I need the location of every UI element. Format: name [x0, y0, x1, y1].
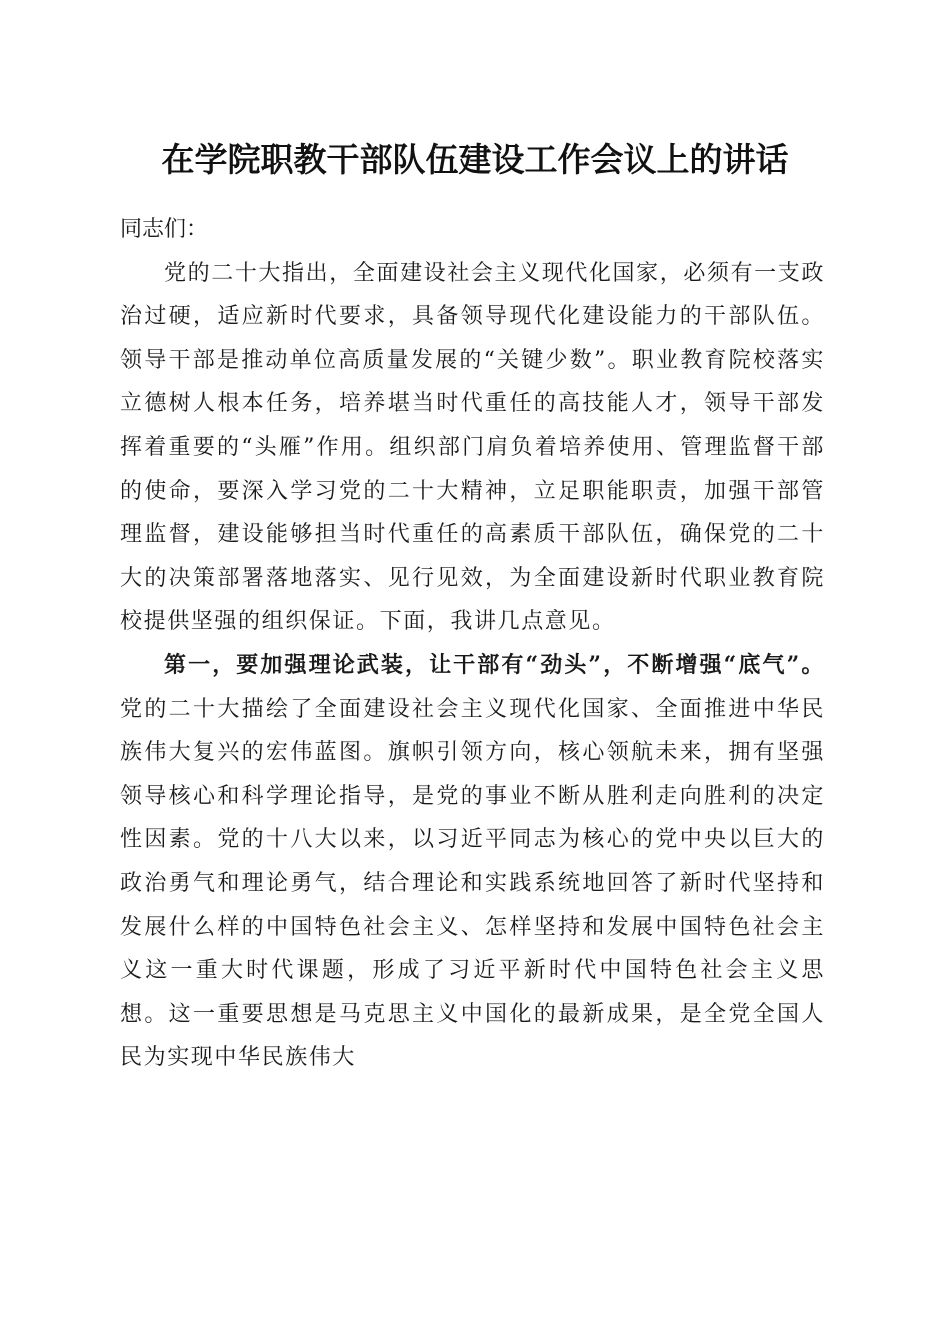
paragraph-lead: 第一，要加强理论武装，让干部有“劲头”，不断增强“底气”。: [164, 651, 825, 678]
document-body: [120, 208, 825, 1080]
paragraph-intro: [120, 252, 825, 644]
paragraph-text: 党的二十大指出，全面建设社会主义现代化国家，必须有一支政治过硬，适应新时代要求，具备领导现代化建设能力的干部队伍。领导干部是推动单位高质量发展的“关键少数”。职业教育院校落实立德树人根本任务，培养堪当时代重任的高技能人才，领导干部发挥着重要的“头雁”作用。组织部门肩负着培养使用、管理监督干部的使命，要深入学习党的二十大精神，立足职能职责，加强干部管理监督，建设能够担当时代重任的高素质干部队伍，确保党的二十大的决策部署落地落实、见行见效，为全面建设新时代职业教育院校提供坚强的组织保证。下面，我讲几点意见。: [120, 260, 825, 635]
document-title: 在学院职教干部队伍建设工作会议上的讲话: [161, 140, 789, 179]
paragraph-first-point: [120, 644, 825, 1080]
paragraph-text: 党的二十大描绘了全面建设社会主义现代化国家、全面推进中华民族伟大复兴的宏伟蓝图。旗帜引领方向，核心领航未来，拥有坚强领导核心和科学理论指导，是党的事业不断从胜利走向胜利的决定性因素。党的十八大以来，以习近平同志为核心的党中央以巨大的政治勇气和理论勇气，结合理论和实践系统地回答了新时代坚持和发展什么样的中国特色社会主义、怎样坚持和发展中国特色社会主义这一重大时代课题，形成了习近平新时代中国特色社会主义思想。这一重要思想是马克思主义中国化的最新成果，是全党全国人民为实现中华民族伟大: [120, 696, 825, 1071]
salutation: 同志们：: [120, 217, 209, 242]
